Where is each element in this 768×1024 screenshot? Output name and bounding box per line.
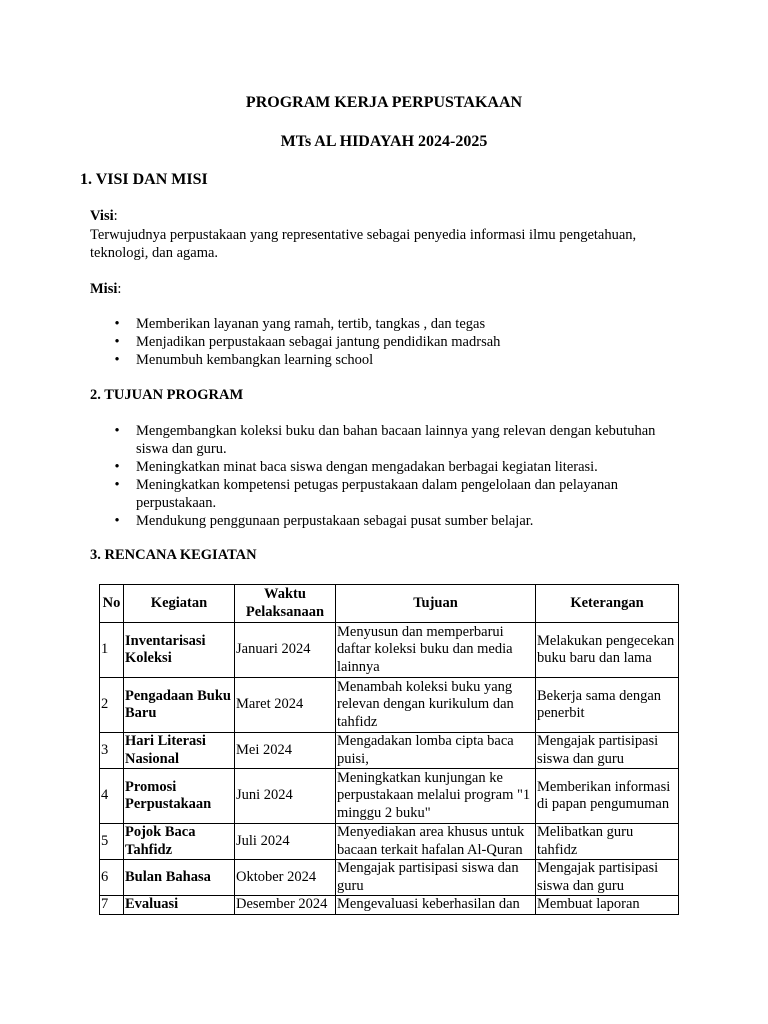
cell-waktu: Juli 2024 <box>235 824 336 860</box>
cell-tujuan: Mengajak partisipasi siswa dan guru <box>336 860 536 896</box>
cell-keterangan: Membuat laporan <box>536 896 679 915</box>
rencana-kegiatan-table <box>99 584 679 915</box>
document-title: PROGRAM KERJA PERPUSTAKAAN <box>245 94 523 111</box>
cell-kegiatan: Hari Literasi Nasional <box>124 733 235 769</box>
header-kegiatan: Kegiatan <box>124 585 235 623</box>
cell-kegiatan: Promosi Perpustakaan <box>124 769 235 824</box>
header-keterangan: Keterangan <box>536 585 679 623</box>
tujuan-list <box>90 422 690 530</box>
cell-waktu: Maret 2024 <box>235 678 336 733</box>
bullet-icon: • <box>114 477 120 493</box>
tujuan-item-text: Meningkatkan minat baca siswa dengan mengadakan berbagai kegiatan literasi. <box>136 459 598 475</box>
cell-tujuan: Menambah koleksi buku yang relevan dengan kurikulum dan tahfidz <box>336 678 536 733</box>
cell-keterangan: Bekerja sama dengan penerbit <box>536 678 679 733</box>
section-heading-rencana: 3. RENCANA KEGIATAN <box>90 547 257 563</box>
table-row <box>100 860 679 896</box>
cell-kegiatan: Pojok Baca Tahfidz <box>124 824 235 860</box>
list-item <box>90 351 690 369</box>
cell-waktu: Desember 2024 <box>235 896 336 915</box>
bullet-icon: • <box>114 423 120 439</box>
header-tujuan: Tujuan <box>336 585 536 623</box>
bullet-icon: • <box>114 459 120 475</box>
cell-no: 1 <box>100 623 124 678</box>
list-item <box>90 333 690 351</box>
table-row <box>100 896 679 915</box>
cell-tujuan: Menyusun dan memperbarui daftar koleksi buku dan media lainnya <box>336 623 536 678</box>
list-item <box>90 476 690 512</box>
misi-label: Misi <box>90 281 118 297</box>
tujuan-item-text: Meningkatkan kompetensi petugas perpustakaan dalam pengelolaan dan pelayanan perpustakaan. <box>136 477 618 511</box>
list-item <box>90 458 690 476</box>
list-item <box>90 512 690 530</box>
misi-colon: : <box>117 281 122 297</box>
cell-no: 2 <box>100 678 124 733</box>
cell-kegiatan: Evaluasi <box>124 896 235 915</box>
tujuan-item-text: Mengembangkan koleksi buku dan bahan bacaan lainnya yang relevan dengan kebutuhan siswa dan guru. <box>136 423 656 457</box>
list-item <box>90 422 690 458</box>
cell-no: 7 <box>100 896 124 915</box>
bullet-icon: • <box>114 334 120 350</box>
document-subtitle: MTs AL HIDAYAH 2024-2025 <box>280 133 488 150</box>
bullet-icon: • <box>114 316 120 332</box>
tujuan-item-text: Mendukung penggunaan perpustakaan sebagai pusat sumber belajar. <box>136 513 534 529</box>
cell-waktu: Januari 2024 <box>235 623 336 678</box>
table-row <box>100 678 679 733</box>
bullet-icon: • <box>114 352 120 368</box>
cell-tujuan: Mengadakan lomba cipta baca puisi, <box>336 733 536 769</box>
cell-no: 3 <box>100 733 124 769</box>
cell-no: 6 <box>100 860 124 896</box>
visi-label-line <box>90 207 690 225</box>
cell-kegiatan: Bulan Bahasa <box>124 860 235 896</box>
cell-waktu: Juni 2024 <box>235 769 336 824</box>
cell-waktu: Mei 2024 <box>235 733 336 769</box>
misi-item-text: Menumbuh kembangkan learning school <box>136 352 374 368</box>
cell-no: 5 <box>100 824 124 860</box>
cell-tujuan: Menyediakan area khusus untuk bacaan terkait hafalan Al-Quran <box>336 824 536 860</box>
cell-tujuan: Mengevaluasi keberhasilan dan <box>336 896 536 915</box>
visi-label: Visi <box>90 208 114 224</box>
cell-tujuan: Meningkatkan kunjungan ke perpustakaan melalui program "1 minggu 2 buku" <box>336 769 536 824</box>
cell-keterangan: Melakukan pengecekan buku baru dan lama <box>536 623 679 678</box>
cell-waktu: Oktober 2024 <box>235 860 336 896</box>
table-row <box>100 623 679 678</box>
misi-list <box>90 315 690 369</box>
table-row <box>100 733 679 769</box>
cell-keterangan: Mengajak partisipasi siswa dan guru <box>536 860 679 896</box>
cell-keterangan: Memberikan informasi di papan pengumuman <box>536 769 679 824</box>
section-heading-tujuan: 2. TUJUAN PROGRAM <box>90 387 244 403</box>
cell-no: 4 <box>100 769 124 824</box>
table-row <box>100 769 679 824</box>
cell-kegiatan: Inventarisasi Koleksi <box>124 623 235 678</box>
misi-label-line <box>90 280 690 298</box>
misi-item-text: Menjadikan perpustakaan sebagai jantung pendidikan madrsah <box>136 334 501 350</box>
cell-kegiatan: Pengadaan Buku Baru <box>124 678 235 733</box>
header-waktu: Waktu Pelaksanaan <box>235 585 336 623</box>
bullet-icon: • <box>114 513 120 529</box>
visi-text: Terwujudnya perpustakaan yang representative sebagai penyedia informasi ilmu pengetahuan, teknologi, dan agama. <box>90 227 637 261</box>
table-header-row <box>100 585 679 623</box>
misi-item-text: Memberikan layanan yang ramah, tertib, tangkas , dan tegas <box>136 316 486 332</box>
list-item <box>90 315 690 333</box>
header-no: No <box>100 585 124 623</box>
cell-keterangan: Melibatkan guru tahfidz <box>536 824 679 860</box>
table-row <box>100 824 679 860</box>
visi-colon: : <box>113 208 118 224</box>
cell-keterangan: Mengajak partisipasi siswa dan guru <box>536 733 679 769</box>
section-heading-visi-misi: 1. VISI DAN MISI <box>80 171 208 188</box>
